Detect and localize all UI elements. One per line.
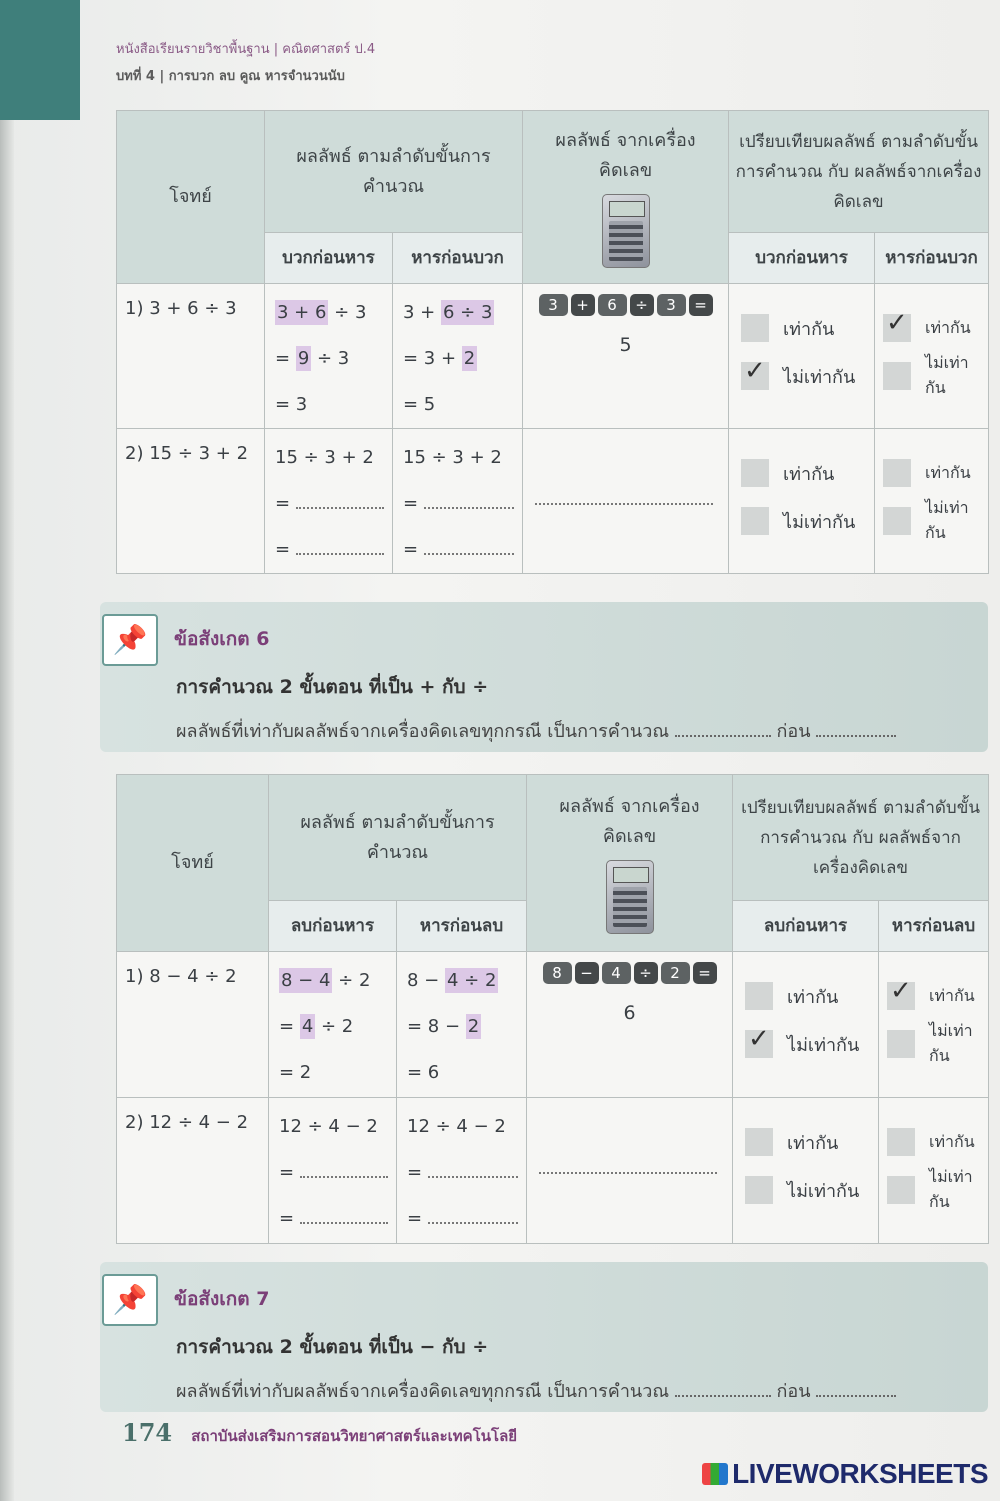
highlight: 2 <box>467 1016 480 1037</box>
steps-subtract-first <box>269 1098 397 1244</box>
answer-line <box>275 481 392 527</box>
step-text: 8 − <box>407 970 445 991</box>
checkbox-not-same[interactable] <box>883 362 911 390</box>
answer-blank[interactable] <box>296 553 384 555</box>
answer-blank[interactable] <box>675 735 771 737</box>
checkbox-not-same[interactable] <box>883 507 911 535</box>
highlight: 4 ÷ 2 <box>446 970 497 991</box>
page-number: 174 <box>122 1418 173 1447</box>
label-not-same: ไม่เท่ากัน <box>925 498 969 542</box>
compare-divide-first: หารก่อนบวก <box>875 233 989 284</box>
steps-divide-first <box>393 284 523 429</box>
page-spine <box>0 120 14 1501</box>
pushpin-icon: 📌 <box>102 1274 158 1326</box>
highlight: 9 <box>297 348 310 369</box>
steps-subtract-first <box>269 952 397 1098</box>
label-same: เท่ากัน <box>929 1131 975 1151</box>
calc-key: + <box>571 294 595 316</box>
label-not-same: ไม่เท่ากัน <box>783 366 856 388</box>
liveworksheets-logo <box>702 1458 988 1490</box>
problem-cell <box>117 952 269 1098</box>
worksheet-table-2 <box>116 774 989 1244</box>
calculator-cell <box>527 952 733 1098</box>
calc-key: 2 <box>661 962 690 984</box>
header-compare: เปรียบเทียบผลลัพธ์ ตามลำดับขั้นการคำนวณ กับ ผลลัพธ์จากเครื่องคิดเลข <box>733 775 989 901</box>
checkmark-icon: ✓ <box>890 976 912 1006</box>
compare-cell <box>733 1098 879 1244</box>
problem-text: 2) 12 ÷ 4 − 2 <box>125 1112 249 1133</box>
steps-divide-first <box>397 1098 527 1244</box>
problem-text: 1) 3 + 6 ÷ 3 <box>125 298 237 319</box>
steps-divide-first <box>397 952 527 1098</box>
compare-cell <box>875 284 989 429</box>
step-text: 3 + <box>403 302 441 323</box>
answer-blank[interactable] <box>816 1395 896 1397</box>
step-line: = 3 <box>275 394 308 415</box>
answer-blank[interactable] <box>424 553 514 555</box>
step-line <box>275 290 392 336</box>
answer-blank[interactable] <box>428 1176 518 1178</box>
step-text: = 3 + <box>403 348 462 369</box>
subheader-divide-first: หารก่อนลบ <box>397 901 527 952</box>
page-footer <box>122 1418 517 1448</box>
step-line: 15 ÷ 3 + 2 <box>403 447 502 468</box>
answer-blank[interactable] <box>300 1176 388 1178</box>
calc-key: = <box>689 294 713 316</box>
problem-text: 2) 15 ÷ 3 + 2 <box>125 443 249 464</box>
compare-subtract-first: ลบก่อนหาร <box>733 901 879 952</box>
answer-line <box>403 481 522 527</box>
equals: = <box>403 493 419 514</box>
answer-blank[interactable] <box>296 507 384 509</box>
highlight: 6 ÷ 3 <box>442 302 493 323</box>
checkbox-not-same[interactable] <box>745 1024 773 1058</box>
calc-key: ÷ <box>634 962 658 984</box>
checkmark-icon: ✓ <box>886 308 908 338</box>
worksheet-table-1 <box>116 110 989 574</box>
label-not-same: ไม่เท่ากัน <box>787 1034 860 1056</box>
equals: = <box>275 539 291 560</box>
observation-sentence <box>176 716 896 745</box>
checkmark-icon: ✓ <box>748 1024 770 1054</box>
step-text: = <box>275 348 296 369</box>
subheader-add-first: บวกก่อนหาร <box>265 233 393 284</box>
calculator-answer-blank[interactable] <box>539 1172 717 1174</box>
checkbox-not-same[interactable] <box>741 507 769 535</box>
compare-cell <box>879 1098 989 1244</box>
step-text: ÷ 2 <box>332 970 371 991</box>
sentence-text: ผลลัพธ์ที่เท่ากับผลลัพธ์จากเครื่องคิดเลขทุกกรณี เป็นการคำนวณ <box>176 1381 670 1402</box>
page-header <box>116 38 375 86</box>
step-text: = 8 − <box>407 1016 466 1037</box>
compare-cell <box>879 952 989 1098</box>
calc-key: 6 <box>598 294 627 316</box>
header-problem: โจทย์ <box>117 111 265 284</box>
header-problem: โจทย์ <box>117 775 269 952</box>
logo-text: LIVEWORKSHEETS <box>732 1458 988 1489</box>
label-same: เท่ากัน <box>925 317 971 337</box>
checkbox-same[interactable] <box>883 308 911 342</box>
checkbox-same[interactable] <box>887 976 915 1010</box>
observation-7 <box>100 1262 988 1412</box>
compare-cell <box>733 952 879 1098</box>
problem-cell <box>117 284 265 429</box>
header-calculator <box>523 111 729 284</box>
checkbox-not-same[interactable] <box>741 356 769 390</box>
highlight: 2 <box>463 348 476 369</box>
checkbox-same[interactable] <box>745 982 773 1010</box>
step-line: = 5 <box>403 394 436 415</box>
calc-key: ÷ <box>630 294 654 316</box>
step-line: 15 ÷ 3 + 2 <box>275 447 374 468</box>
equals: = <box>407 1162 423 1183</box>
step-line <box>407 1004 526 1050</box>
step-line <box>279 1004 396 1050</box>
steps-add-first <box>265 284 393 429</box>
equals: = <box>275 493 291 514</box>
equals: = <box>279 1162 295 1183</box>
checkbox-same[interactable] <box>883 459 911 487</box>
calculator-cell <box>523 284 729 429</box>
header-steps: ผลลัพธ์ ตามลำดับขั้นการคำนวณ <box>265 111 523 233</box>
answer-blank[interactable] <box>424 507 514 509</box>
compare-cell <box>729 429 875 574</box>
step-line <box>279 958 396 1004</box>
sentence-text: ก่อน <box>776 721 811 742</box>
label-not-same: ไม่เท่ากัน <box>783 511 856 533</box>
answer-line <box>407 1150 526 1196</box>
step-line: = 6 <box>407 1062 440 1083</box>
observation-sentence <box>176 1376 896 1405</box>
observation-subtitle: การคำนวณ 2 ขั้นตอน ที่เป็น + กับ ÷ <box>176 676 489 698</box>
step-line: = 2 <box>279 1062 312 1083</box>
label-not-same: ไม่เท่ากัน <box>929 1021 973 1065</box>
book-title: หนังสือเรียนรายวิชาพื้นฐาน | คณิตศาสตร์ ป.4 <box>116 42 376 57</box>
problem-cell <box>117 1098 269 1244</box>
steps-add-first <box>265 429 393 574</box>
header-calculator <box>527 775 733 952</box>
checkbox-same[interactable] <box>887 1128 915 1156</box>
equals: = <box>279 1208 295 1229</box>
header-calculator-label: ผลลัพธ์ จากเครื่องคิดเลข <box>555 130 696 181</box>
step-text: ÷ 2 <box>315 1016 354 1037</box>
problem-cell <box>117 429 265 574</box>
observation-6 <box>100 602 988 752</box>
header-compare: เปรียบเทียบผลลัพธ์ ตามลำดับขั้นการคำนวณ กับ ผลลัพธ์จากเครื่องคิดเลข <box>729 111 989 233</box>
step-line <box>403 336 522 382</box>
compare-cell <box>729 284 875 429</box>
answer-blank[interactable] <box>675 1395 771 1397</box>
calc-key: 3 <box>539 294 568 316</box>
calculator-keys <box>527 962 732 984</box>
observation-title: ข้อสังเกต 7 <box>174 1288 270 1310</box>
subheader-subtract-first: ลบก่อนหาร <box>269 901 397 952</box>
calculator-result: 5 <box>619 334 632 356</box>
calculator-keys <box>523 294 728 316</box>
step-line: 12 ÷ 4 − 2 <box>279 1116 378 1137</box>
checkbox-same[interactable] <box>741 459 769 487</box>
publisher-name: สถาบันส่งเสริมการสอนวิทยาศาสตร์และเทคโนโลยี <box>191 1427 518 1445</box>
checkbox-same[interactable] <box>741 314 769 342</box>
answer-line <box>279 1196 396 1242</box>
highlight: 8 − 4 <box>281 970 331 991</box>
checkmark-icon: ✓ <box>744 356 766 386</box>
observation-subtitle: การคำนวณ 2 ขั้นตอน ที่เป็น − กับ ÷ <box>176 1336 489 1358</box>
highlight: 4 <box>301 1016 314 1037</box>
calculator-cell <box>523 429 729 574</box>
calculator-icon <box>606 860 654 934</box>
label-same: เท่ากัน <box>925 462 971 482</box>
step-line: 12 ÷ 4 − 2 <box>407 1116 506 1137</box>
label-same: เท่ากัน <box>783 318 835 340</box>
calc-key: − <box>575 962 599 984</box>
answer-line <box>279 1150 396 1196</box>
subheader-divide-first: หารก่อนบวก <box>393 233 523 284</box>
checkbox-not-same[interactable] <box>887 1176 915 1204</box>
label-same: เท่ากัน <box>787 1132 839 1154</box>
label-not-same: ไม่เท่ากัน <box>925 353 969 397</box>
problem-text: 1) 8 − 4 ÷ 2 <box>125 966 237 987</box>
answer-blank[interactable] <box>300 1222 388 1224</box>
calculator-answer-blank[interactable] <box>535 503 713 505</box>
equals: = <box>403 539 419 560</box>
step-line <box>407 958 526 1004</box>
calc-key: 4 <box>602 962 631 984</box>
steps-divide-first <box>393 429 523 574</box>
header-calculator-label: ผลลัพธ์ จากเครื่องคิดเลข <box>559 796 700 847</box>
corner-tab <box>0 0 80 120</box>
sentence-text: ผลลัพธ์ที่เท่ากับผลลัพธ์จากเครื่องคิดเลขทุกกรณี เป็นการคำนวณ <box>176 721 670 742</box>
observation-title: ข้อสังเกต 6 <box>174 628 270 650</box>
calc-key: 3 <box>657 294 686 316</box>
step-text: ÷ 3 <box>311 348 350 369</box>
sentence-text: ก่อน <box>776 1381 811 1402</box>
calc-key: = <box>693 962 717 984</box>
label-not-same: ไม่เท่ากัน <box>929 1167 973 1211</box>
calculator-icon <box>602 194 650 268</box>
compare-cell <box>875 429 989 574</box>
calculator-cell <box>527 1098 733 1244</box>
checkbox-not-same[interactable] <box>887 1030 915 1058</box>
highlight: 3 + 6 <box>277 302 327 323</box>
step-line <box>275 336 392 382</box>
answer-blank[interactable] <box>816 735 896 737</box>
calc-key: 8 <box>543 962 572 984</box>
calculator-result: 6 <box>623 1002 636 1024</box>
label-same: เท่ากัน <box>787 986 839 1008</box>
answer-line <box>407 1196 526 1242</box>
label-same: เท่ากัน <box>929 985 975 1005</box>
compare-divide-first: หารก่อนลบ <box>879 901 989 952</box>
step-text: ÷ 3 <box>328 302 367 323</box>
answer-line <box>275 527 392 573</box>
compare-add-first: บวกก่อนหาร <box>729 233 875 284</box>
logo-icon <box>702 1463 728 1485</box>
step-text: = <box>279 1016 300 1037</box>
equals: = <box>407 1208 423 1229</box>
pushpin-icon: 📌 <box>102 614 158 666</box>
answer-line <box>403 527 522 573</box>
checkbox-not-same[interactable] <box>745 1176 773 1204</box>
label-not-same: ไม่เท่ากัน <box>787 1180 860 1202</box>
step-line <box>403 290 522 336</box>
header-steps: ผลลัพธ์ ตามลำดับขั้นการคำนวณ <box>269 775 527 901</box>
chapter-title: บทที่ 4 | การบวก ลบ คูณ หารจำนวนนับ <box>116 69 345 84</box>
label-same: เท่ากัน <box>783 463 835 485</box>
answer-blank[interactable] <box>428 1222 518 1224</box>
checkbox-same[interactable] <box>745 1128 773 1156</box>
